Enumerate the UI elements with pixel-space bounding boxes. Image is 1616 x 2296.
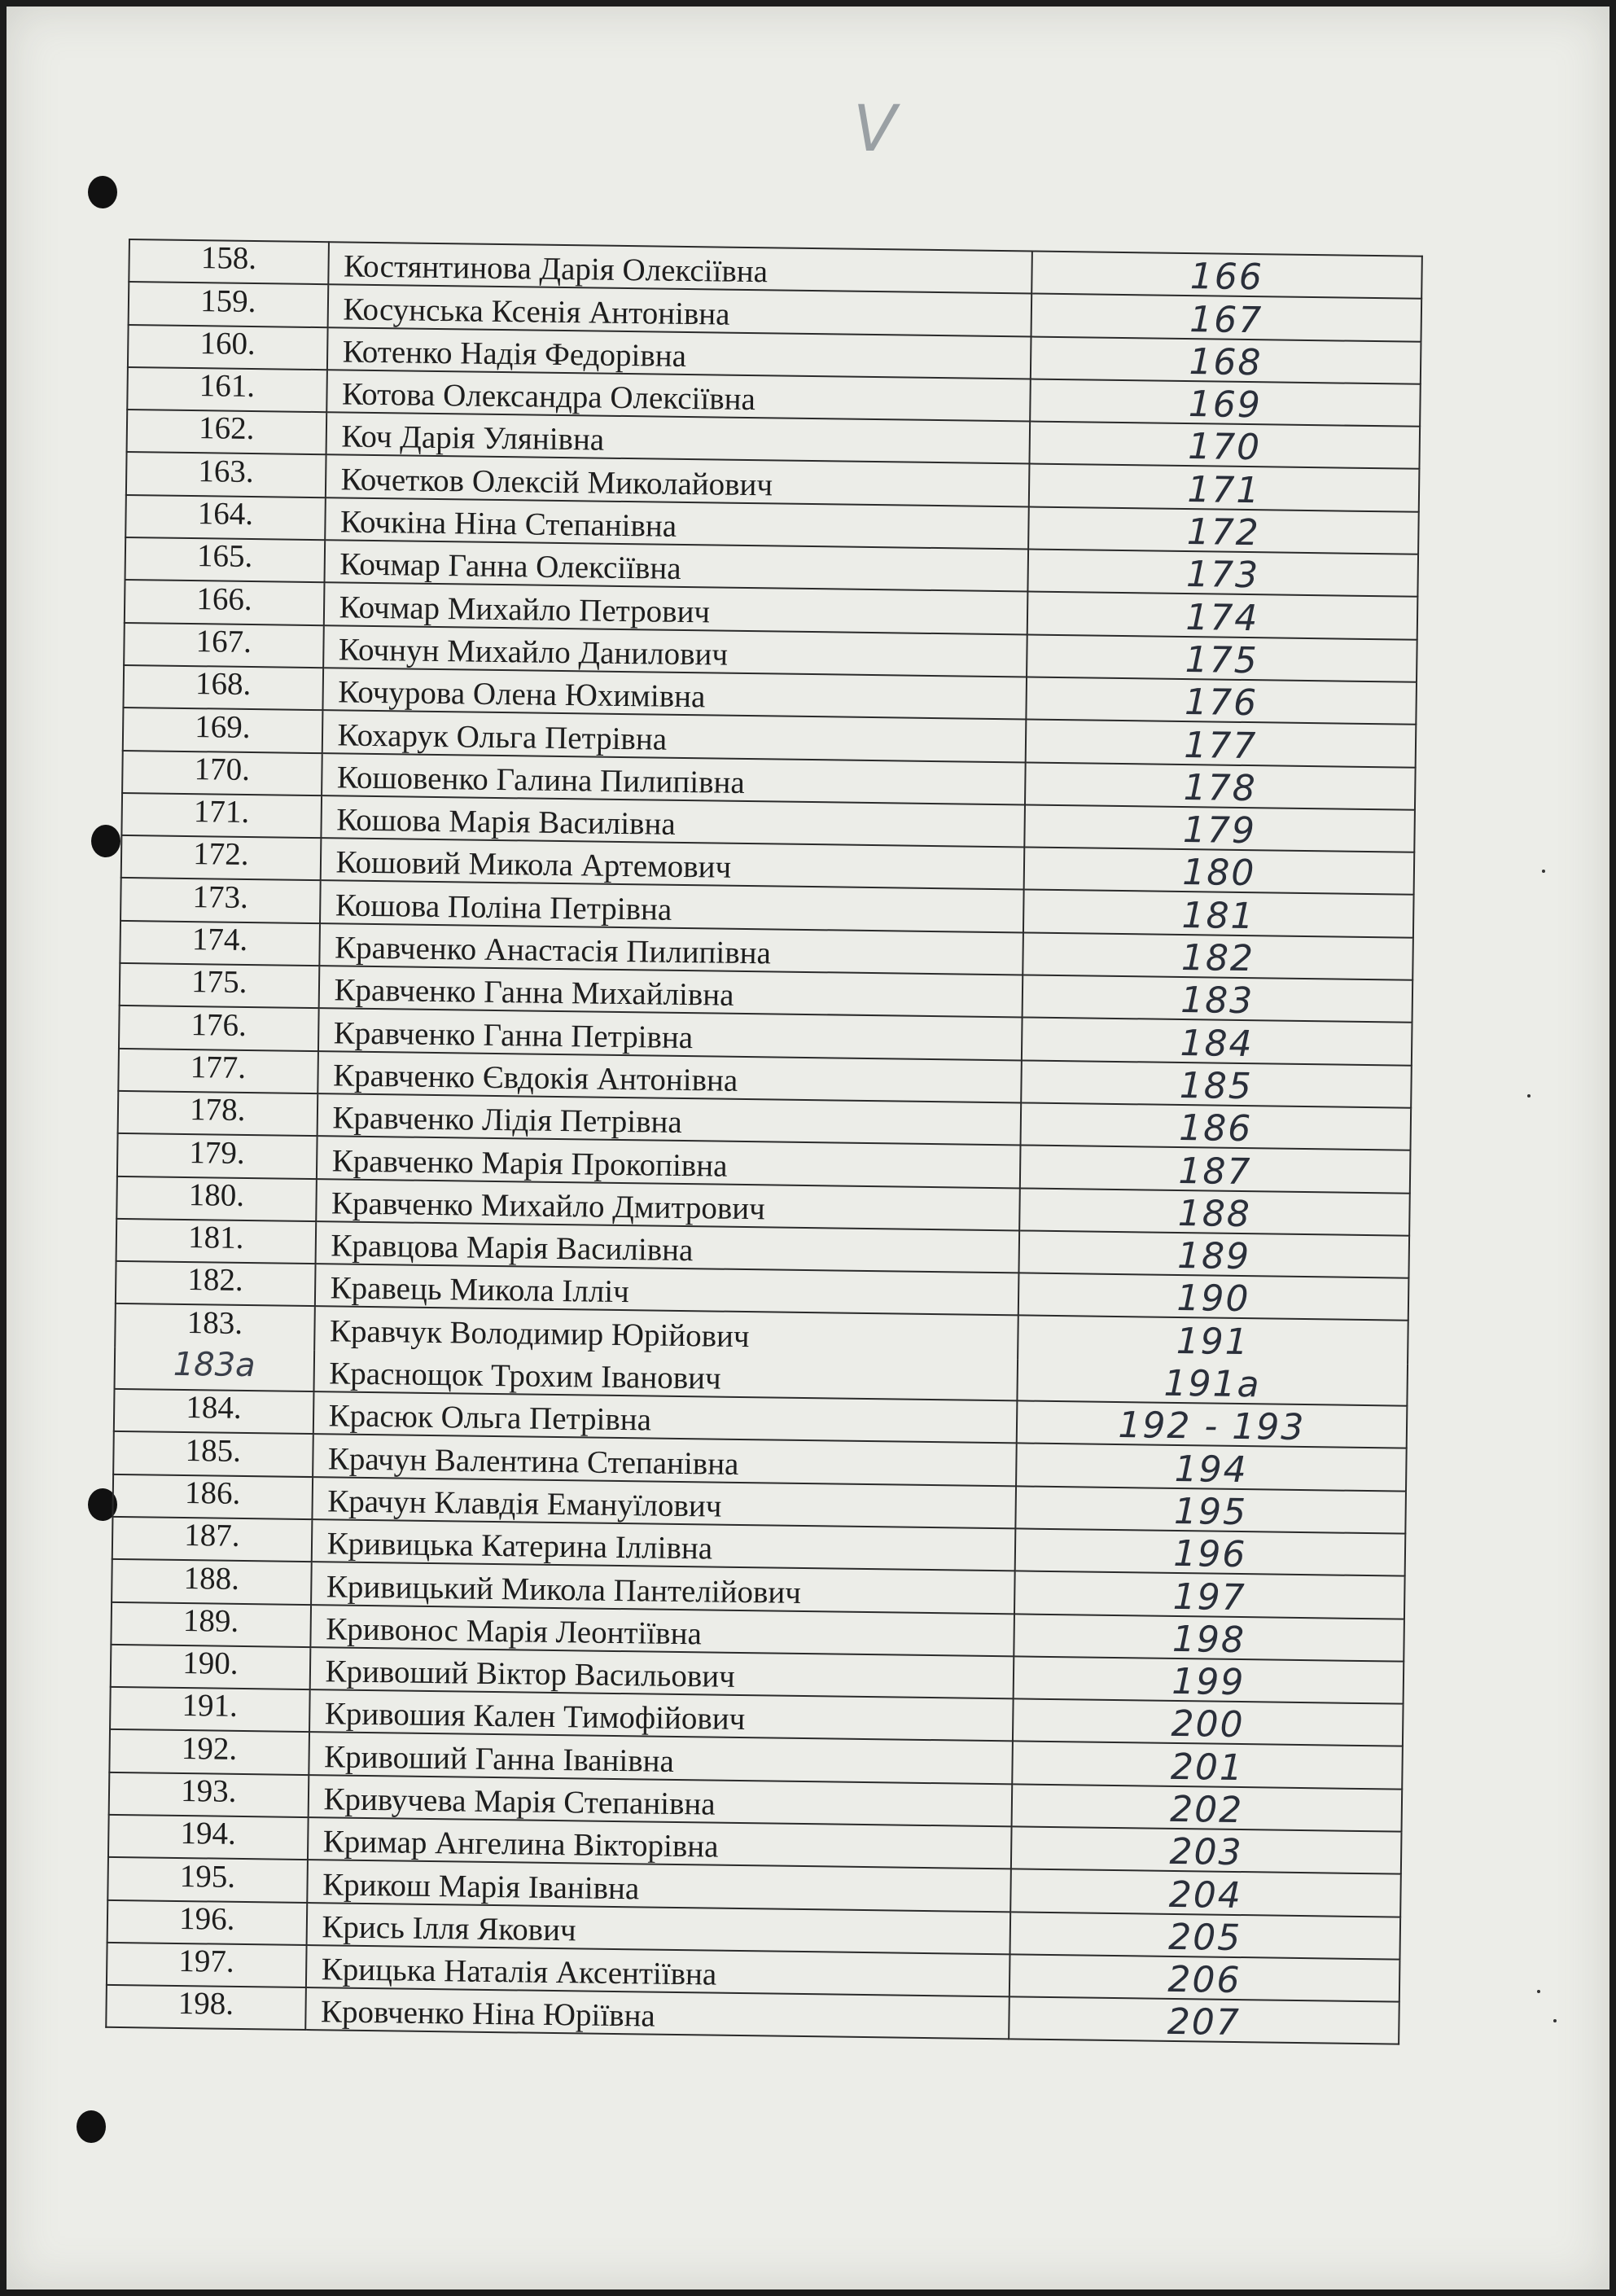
row-number: 167.	[124, 623, 323, 668]
row-number: 193.	[109, 1772, 309, 1817]
handwritten-page-number: 200	[1013, 1698, 1404, 1746]
handwritten-page-number: 177	[1025, 720, 1416, 768]
row-number: 160.	[128, 325, 327, 370]
row-number: 178.	[118, 1091, 318, 1136]
person-name: Крачун Валентина Степанівна	[313, 1434, 1017, 1486]
row-number: 161.	[127, 367, 326, 412]
person-name: Кравченко Анастасія Пилипівна	[319, 923, 1023, 975]
row-number: 186.	[112, 1474, 312, 1518]
punch-hole	[77, 2110, 106, 2143]
pencil-mark: V	[853, 93, 897, 166]
row-number: 177.	[118, 1049, 318, 1093]
person-name: Краснощок Трохим Іванович	[313, 1349, 1018, 1401]
person-name: Кравченко Михайло Дмитрович	[316, 1179, 1020, 1231]
person-name: Коч Дарія Улянівна	[326, 412, 1030, 464]
row-number: 195.	[107, 1857, 307, 1902]
person-name: Крикош Марія Іванівна	[307, 1860, 1011, 1912]
person-name: Котова Олександра Олексіївна	[326, 370, 1031, 422]
handwritten-page-number: 176	[1026, 677, 1417, 725]
row-number: 176.	[119, 1006, 318, 1050]
row-number: 184.	[114, 1389, 313, 1434]
row-number: 170.	[122, 751, 322, 795]
speck	[1527, 1094, 1531, 1098]
row-number: 159.	[129, 282, 328, 326]
person-name: Кривицький Микола Пантелійович	[311, 1562, 1015, 1614]
row-number: 198.	[106, 1985, 305, 2030]
handwritten-page-number: 192 - 193	[1016, 1400, 1407, 1448]
person-name: Крицька Наталія Аксентіївна	[305, 1945, 1009, 1997]
handwritten-page-number: 205	[1009, 1912, 1400, 1960]
person-name: Кривоший Ганна Іванівна	[309, 1732, 1013, 1784]
row-number: 175.	[120, 963, 319, 1008]
handwritten-page-number: 191	[1018, 1316, 1408, 1364]
person-name: Кочетков Олексій Миколайович	[325, 455, 1029, 507]
row-number: 179.	[117, 1133, 317, 1178]
speck	[1542, 870, 1545, 873]
row-number: 185.	[113, 1431, 313, 1476]
handwritten-page-number: 188	[1019, 1188, 1410, 1236]
handwritten-page-number: 175	[1027, 634, 1417, 682]
person-name: Кошова Поліна Петрівна	[320, 881, 1024, 933]
row-number: 163.	[126, 452, 326, 497]
handwritten-page-number: 203	[1011, 1826, 1402, 1874]
row-number: 169.	[123, 708, 322, 752]
row-number: 194.	[108, 1815, 308, 1860]
row-number: 187.	[112, 1517, 312, 1562]
row-number: 164.	[125, 495, 325, 540]
handwritten-page-number: 187	[1020, 1146, 1411, 1194]
handwritten-page-number: 184	[1022, 1018, 1412, 1066]
handwritten-page-number: 207	[1009, 1997, 1399, 2045]
person-name: Кравець Микола Ілліч	[314, 1264, 1018, 1316]
person-name: Кочмар Михайло Петрович	[323, 583, 1027, 635]
handwritten-page-number: 168	[1031, 336, 1421, 384]
handwritten-page-number: 182	[1023, 932, 1413, 980]
speck	[1537, 1990, 1540, 1993]
punch-hole	[88, 176, 117, 208]
handwritten-page-number: 202	[1011, 1784, 1402, 1832]
person-name: Кравченко Ганна Михайлівна	[318, 966, 1023, 1018]
handwritten-page-number: 169	[1030, 379, 1421, 427]
handwritten-page-number: 196	[1014, 1528, 1405, 1576]
person-name: Кочмар Ганна Олексіївна	[324, 540, 1028, 592]
row-number: 191.	[110, 1687, 309, 1732]
person-name: Кривучева Марія Степанівна	[308, 1775, 1012, 1827]
row-number: 165.	[125, 537, 325, 582]
handwritten-page-number: 197	[1014, 1571, 1405, 1619]
person-name: Крись Ілля Якович	[306, 1903, 1010, 1955]
handwritten-page-number: 189	[1018, 1230, 1409, 1278]
row-number: 180.	[116, 1176, 316, 1220]
row-number: 183а	[115, 1347, 314, 1391]
person-name: Кохарук Ольга Петрівна	[322, 710, 1026, 762]
handwritten-page-number: 167	[1031, 294, 1421, 342]
handwritten-page-number: 174	[1027, 592, 1417, 640]
handwritten-page-number: 180	[1023, 848, 1414, 896]
person-name: Косунська Ксенія Антонівна	[327, 285, 1031, 337]
row-number: 182.	[116, 1261, 315, 1306]
person-name: Кравченко Євдокія Антонівна	[318, 1051, 1022, 1103]
row-number: 162.	[127, 410, 326, 454]
person-name: Кочнун Михайло Данилович	[323, 625, 1027, 677]
punch-hole	[91, 825, 120, 857]
person-name: Кошовий Микола Артемович	[320, 838, 1024, 890]
handwritten-page-number: 185	[1021, 1060, 1412, 1108]
row-number: 171.	[121, 793, 321, 838]
handwritten-page-number: 166	[1031, 252, 1422, 300]
handwritten-page-number: 173	[1027, 550, 1418, 598]
person-name: Кримар Ангелина Вікторівна	[308, 1817, 1012, 1869]
handwritten-page-number: 204	[1010, 1869, 1401, 1917]
handwritten-page-number: 171	[1029, 464, 1420, 512]
person-name: Кравченко Ганна Петрівна	[318, 1008, 1023, 1060]
speck	[1553, 2019, 1557, 2022]
row-number: 190.	[111, 1645, 310, 1689]
handwritten-page-number: 183	[1022, 975, 1412, 1023]
handwritten-page-number: 172	[1028, 506, 1419, 554]
person-name: Красюк Ольга Петрівна	[313, 1391, 1017, 1444]
row-number: 196.	[107, 1899, 307, 1944]
row-number: 166.	[125, 580, 324, 624]
row-number: 189.	[111, 1602, 310, 1646]
person-name: Кровченко Ніна Юріївна	[305, 1987, 1009, 2040]
handwritten-page-number: 191а	[1017, 1358, 1408, 1406]
row-number: 168.	[123, 665, 322, 710]
row-number: 192.	[109, 1729, 309, 1774]
person-name: Кравченко Марія Прокопівна	[316, 1136, 1020, 1188]
row-number: 183.	[115, 1304, 314, 1348]
person-name: Кривонос Марія Леонтіївна	[310, 1605, 1014, 1657]
person-name: Кошовенко Галина Пилипівна	[322, 753, 1026, 805]
person-name: Кривоший Віктор Васильович	[309, 1647, 1014, 1699]
handwritten-page-number: 195	[1015, 1486, 1406, 1534]
handwritten-page-number: 206	[1009, 1954, 1400, 2002]
person-name: Котенко Надія Федорівна	[326, 327, 1031, 379]
row-number: 188.	[112, 1559, 311, 1604]
names-table	[105, 239, 1423, 2045]
handwritten-page-number: 186	[1020, 1102, 1411, 1150]
handwritten-page-number: 199	[1013, 1656, 1404, 1704]
handwritten-page-number: 190	[1018, 1273, 1409, 1321]
handwritten-page-number: 194	[1016, 1444, 1407, 1492]
handwritten-page-number: 181	[1023, 890, 1414, 938]
handwritten-page-number: 170	[1029, 422, 1420, 470]
person-name: Кошова Марія Василівна	[321, 795, 1025, 848]
person-name: Костянтинова Дарія Олексіївна	[328, 242, 1032, 294]
row-number: 173.	[120, 878, 320, 922]
row-number: 197.	[107, 1943, 306, 1987]
row-number: 181.	[116, 1219, 316, 1264]
person-name: Кравченко Лідія Петрівна	[317, 1093, 1021, 1146]
person-name: Кривошия Кален Тимофійович	[309, 1689, 1014, 1742]
handwritten-page-number: 178	[1025, 762, 1416, 810]
row-number: 172.	[121, 835, 321, 880]
person-name: Крачун Клавдія Емануїлович	[312, 1477, 1016, 1529]
handwritten-page-number: 198	[1014, 1614, 1404, 1662]
person-name: Кочурова Олена Юхимівна	[322, 668, 1027, 720]
row-number: 158.	[129, 239, 328, 284]
document-page	[7, 7, 1609, 2289]
handwritten-page-number: 179	[1024, 804, 1415, 852]
person-name: Кочкіна Ніна Степанівна	[325, 497, 1029, 550]
row-number: 174.	[120, 921, 319, 966]
person-name: Кравцова Марія Василівна	[315, 1221, 1019, 1273]
handwritten-page-number: 201	[1012, 1742, 1403, 1790]
person-name: Кривицька Катерина Іллівна	[311, 1519, 1015, 1571]
person-name: Кравчук Володимир Юрійович	[314, 1307, 1018, 1359]
